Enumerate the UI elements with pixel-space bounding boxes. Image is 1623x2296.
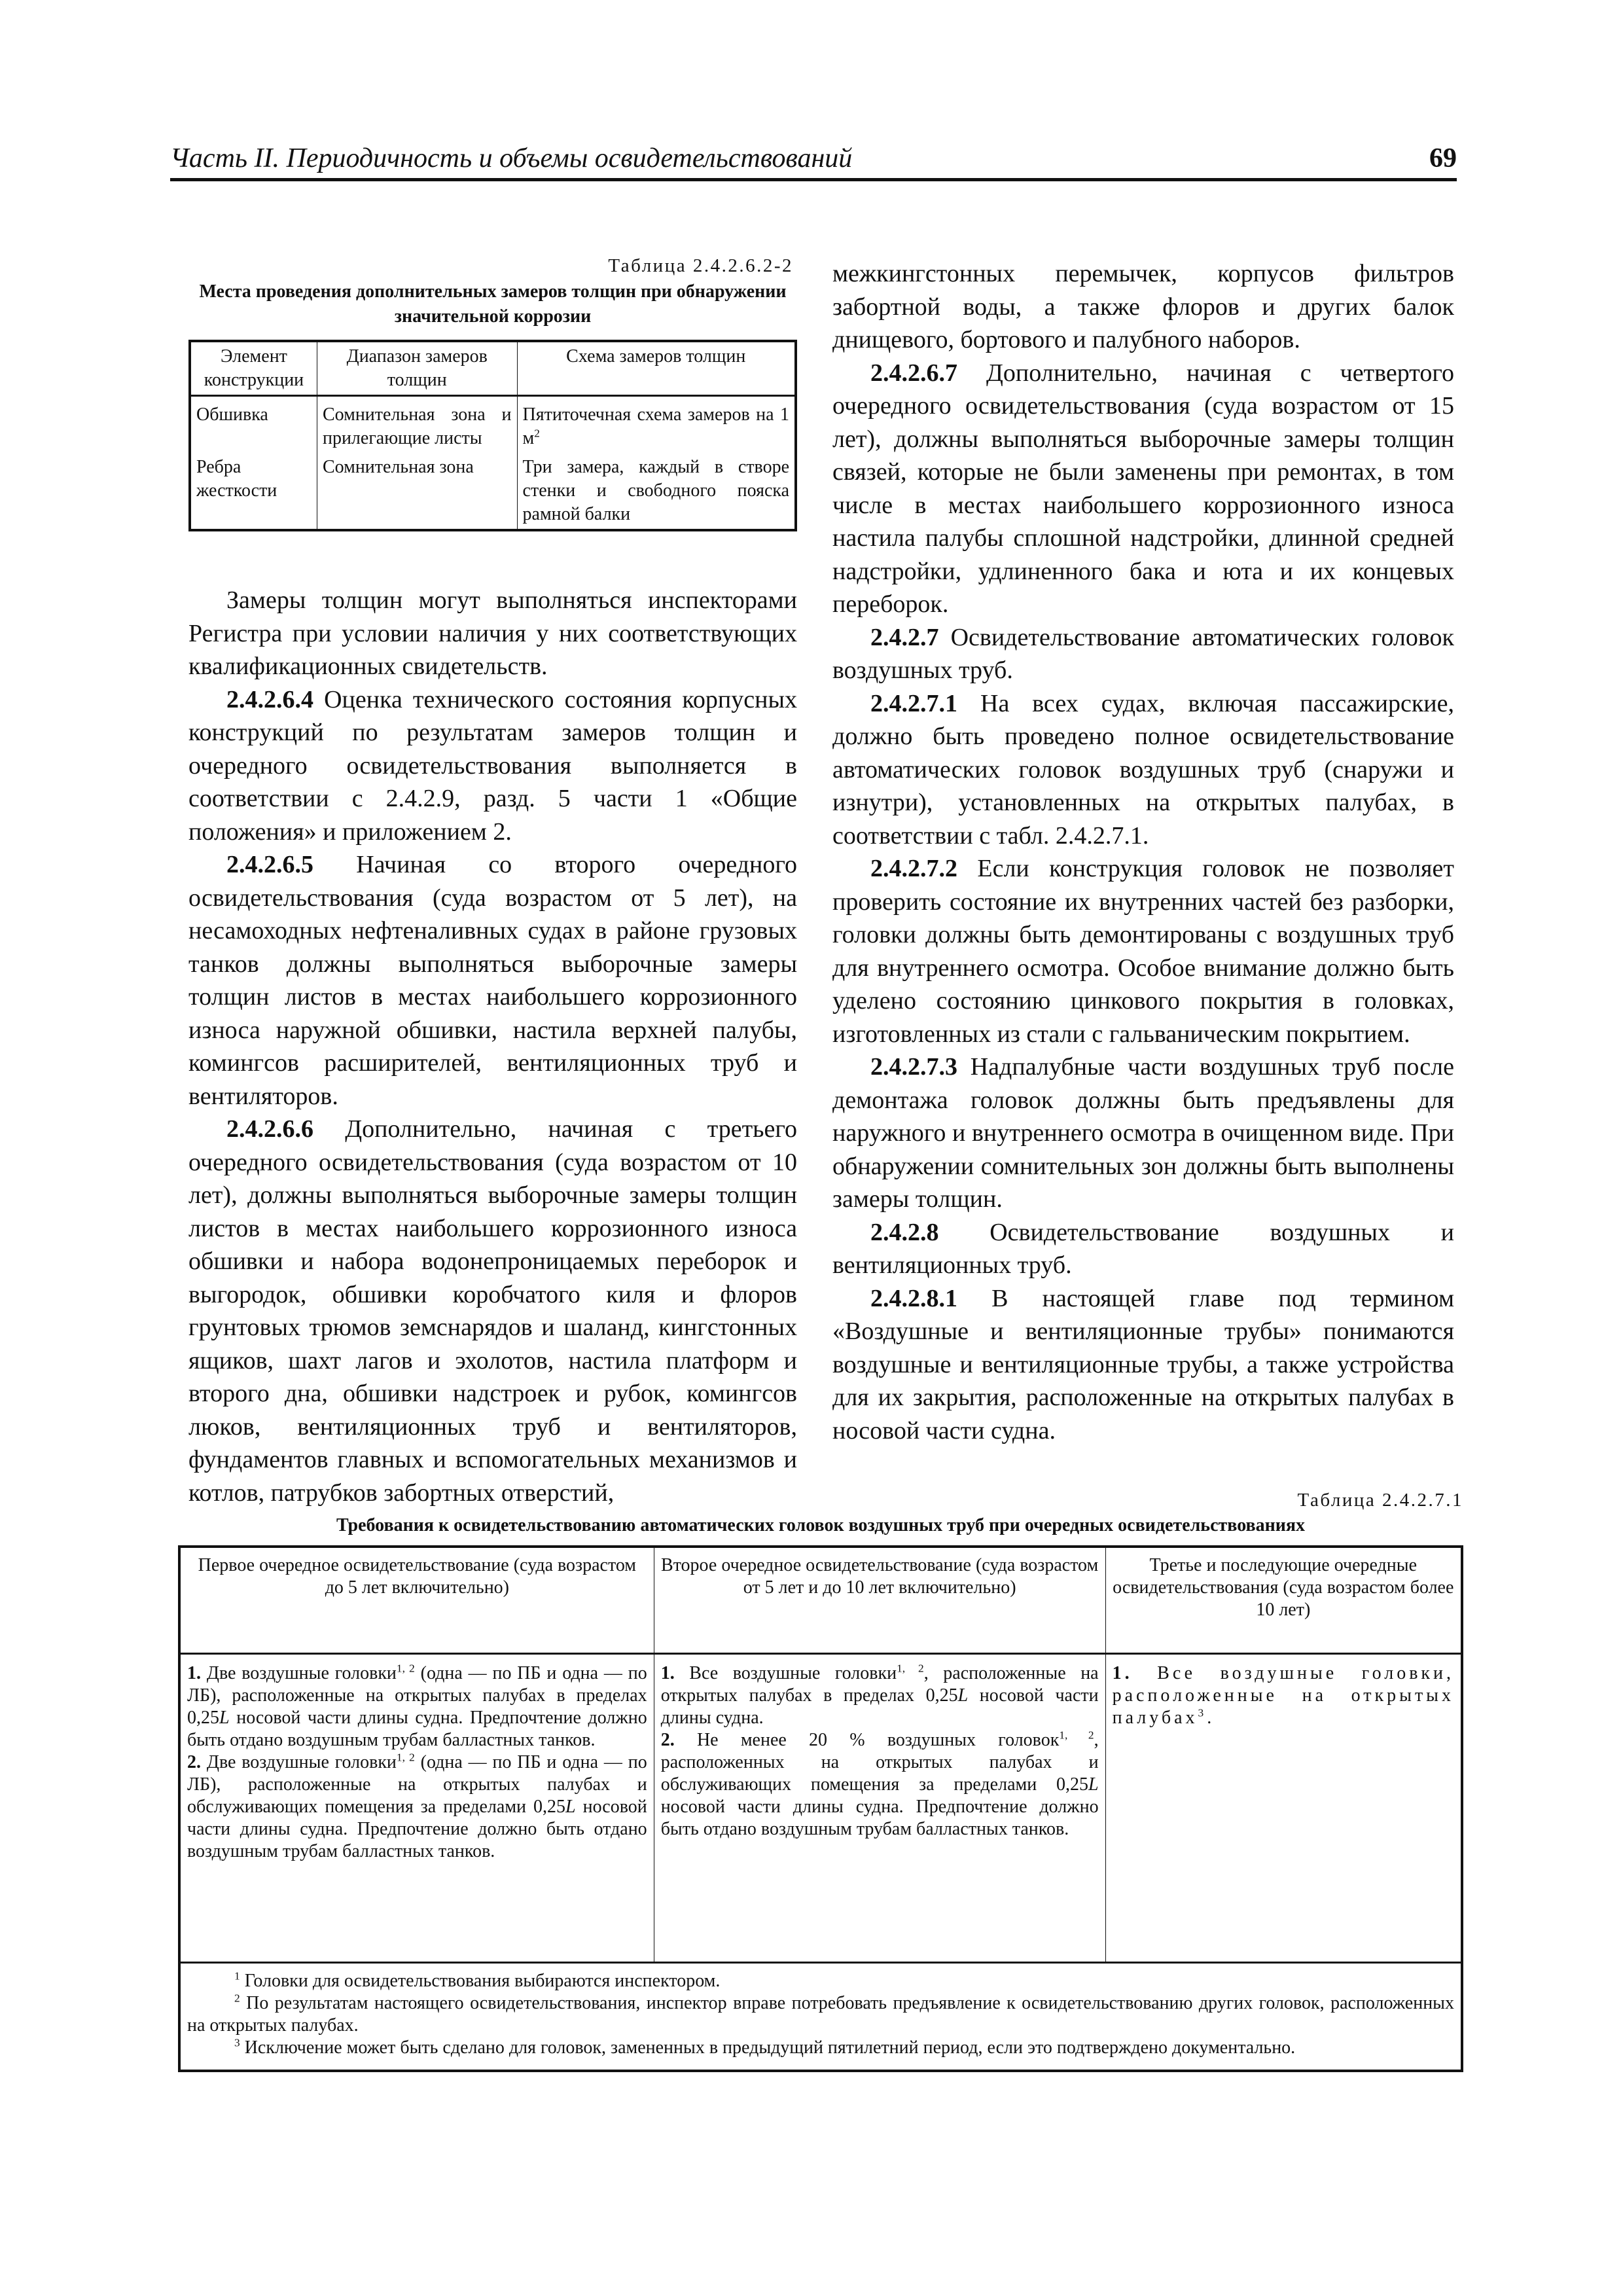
footnote-text: Исключение может быть сделано для головок, замененных в предыдущий пятилетний период, если это подтверждено документально.	[244, 2037, 1296, 2058]
table-cell: Сомнительная зона и прилегающие листы	[317, 396, 517, 454]
paragraph-text: Оценка технического состояния корпусных конструкций по результатам замеров толщин и очередного освидетельствования выполняется в соответствии с 2.4.2.9, разд. 5 части 1 «Общие положения» и приложением 2.	[188, 685, 797, 846]
item-text: Не менее 20 % воздушных головок	[696, 1730, 1060, 1750]
table-cell: Обшивка	[190, 396, 317, 454]
right-column-text	[832, 257, 1454, 1447]
table-row	[190, 453, 796, 530]
item-text: (одна — по ПБ и одна — по ЛБ), расположенные на открытых палубах в пределах 0,25	[187, 1663, 647, 1728]
table2-notes	[179, 1963, 1462, 2072]
item-text: носовой части длины судна. Предпочтение должно быть отдано воздушным трубам балластных танков.	[660, 1797, 1099, 1839]
table1-header-cell: Элемент конструкции	[190, 341, 317, 396]
item-text: Все воздушные головки, расположенные на открытых палубах	[1112, 1663, 1455, 1728]
table-cell: Три замера, каждый в створе стенки и свободного пояска рамной балки	[517, 453, 796, 530]
superscript: 1, 2	[897, 1662, 924, 1675]
paragraph	[188, 683, 797, 849]
section-number: 2.4.2.7.1	[870, 689, 957, 717]
item-text: , расположенные на открытых палубах в пределах 0,25	[660, 1663, 1099, 1706]
paragraph	[188, 584, 797, 683]
paragraph	[832, 687, 1454, 853]
paragraph-text: На всех судах, включая пассажирские, должно быть проведено полное освидетельствование автоматических головок воздушных труб (снаружи и изнутри), установленных на открытых палубах, в соответствии с табл. 2.4.2.7.1.	[832, 689, 1455, 850]
paragraph	[188, 1113, 797, 1509]
item-text: носовой части длины судна.	[660, 1685, 1099, 1728]
footnote-marker: 2	[234, 1992, 240, 2005]
section-number: 2.4.2.7	[870, 623, 939, 651]
paragraph	[188, 848, 797, 1113]
superscript: 1, 2	[1059, 1729, 1094, 1742]
paragraph-text: В настоящей главе под термином «Воздушные и вентиляционные трубы» понимаются воздушные и вентиляционные трубы, а также устройства для их закрытия, расположенные на открытых палубах в носовой части судна.	[832, 1284, 1455, 1444]
item-text: (одна — по ПБ и одна — по ЛБ), расположенные на открытых палубах и обслуживающих помещения за пределами 0,25	[187, 1752, 647, 1817]
paragraph	[832, 1282, 1454, 1448]
footnote-text: Головки для освидетельствования выбираются инспектором.	[244, 1971, 721, 1991]
list-item	[1113, 1662, 1454, 1729]
item-text: L	[565, 1797, 576, 1817]
footnote-text: По результатам настоящего освидетельствования, инспектор вправе потребовать предъявление к освидетельствованию других головок, расположенных на открытых палубах.	[187, 1993, 1454, 2036]
paragraph	[832, 257, 1454, 357]
section-number: 2.4.2.6.7	[870, 359, 957, 387]
paragraph-text: Если конструкция головок не позволяет проверить состояние их внутренних частей без разборки, головки должны быть демонтированы с воздушных труб для внутреннего осмотра. Особое внимание должно быть уделено состоянию цинкового покрытия в головках, изготовленных из стали с гальваническим покрытием.	[832, 855, 1455, 1048]
item-text: Две воздушные головки	[206, 1663, 397, 1683]
paragraph	[832, 621, 1454, 687]
table1	[188, 340, 797, 531]
footnote-marker: 1	[234, 1969, 240, 1982]
section-number: 2.4.2.8.1	[870, 1284, 957, 1312]
table2-header-cell: Второе очередное освидетельствование (суда возрастом от 5 лет и до 10 лет включительно)	[654, 1547, 1105, 1654]
item-text: L	[957, 1685, 969, 1706]
table1-header-cell: Диапазон замеров толщин	[317, 341, 517, 396]
table-cell	[1105, 1654, 1462, 1963]
table-cell	[517, 396, 796, 454]
table2-caption: Таблица 2.4.2.7.1	[1297, 1490, 1463, 1511]
paragraph	[832, 1216, 1454, 1282]
table1-title: Места проведения дополнительных замеров толщин при обнаружении значительной коррозии	[199, 281, 787, 327]
cell-text: Пятиточечная схема замеров на 1 м	[522, 404, 789, 448]
table1-caption: Таблица 2.4.2.6.2-2	[608, 255, 793, 276]
section-number: 2.4.2.8	[870, 1218, 939, 1246]
table1-block	[188, 255, 797, 531]
footnote-marker: 3	[234, 2036, 240, 2049]
footnote	[187, 2037, 1454, 2059]
superscript: 2	[534, 427, 540, 440]
list-item	[661, 1662, 1099, 1729]
item-text: Все воздушные головки	[689, 1663, 897, 1683]
item-number: 1.	[1112, 1663, 1133, 1683]
page-number: 69	[1429, 143, 1457, 173]
superscript: 1, 2	[396, 1751, 415, 1764]
table-row	[179, 1654, 1462, 1963]
table2-block	[178, 1490, 1463, 2072]
left-column-text	[188, 584, 797, 1509]
item-text: носовой части длины судна. Предпочтение должно быть отдано воздушным трубам балластных танков.	[187, 1708, 647, 1750]
item-text: .	[1207, 1708, 1215, 1728]
paragraph-text: Дополнительно, начиная с третьего очередного освидетельствования (суда возрастом от 10 лет), должны выполняться выборочные замеры толщин листов в местах наибольшего коррозионного износа обшивки и набора водонепроницаемых переборок и выгородок, обшивки коробчатого киля и флоров грунтовых трюмов земснарядов и шаланд, кингстонных ящиков, шахт лагов и эхолотов, настила платформ и второго дна, обшивки надстроек и рубок, комингсов люков, вентиляционных труб и вентиляторов, фундаментов главных и вспомогательных механизмов и котлов, патрубков забортных отверстий,	[188, 1115, 798, 1507]
section-number: 2.4.2.7.2	[870, 855, 957, 882]
table-cell: Сомнительная зона	[317, 453, 517, 530]
paragraph-text: Дополнительно, начиная с четвертого очередного освидетельствования (суда возрастом от 15 лет), должны выполняться выборочные замеры толщин связей, которые не были заменены при ремонтах, в том числе в местах наибольшего коррозионного износа настила палубы сплошной надстройки, длинной средней надстройки, удлиненного бака и юта и их концевых переборок.	[832, 359, 1454, 618]
table2-header-row	[179, 1547, 1462, 1654]
page-header	[170, 145, 1457, 178]
footnote	[187, 1970, 1454, 1992]
superscript: 1, 2	[396, 1662, 415, 1675]
paragraph-text: Замеры толщин могут выполняться инспекторами Регистра при условии наличия у них соответствующих квалификационных свидетельств.	[188, 586, 797, 680]
table-row	[179, 1963, 1462, 2072]
table2-header-cell: Первое очередное освидетельствование (суда возрастом до 5 лет включительно)	[179, 1547, 654, 1654]
item-text: L	[1088, 1774, 1099, 1795]
item-text: L	[219, 1708, 230, 1728]
item-number: 2.	[187, 1752, 201, 1772]
list-item	[187, 1751, 647, 1863]
table1-header-row	[190, 341, 796, 396]
item-number: 1.	[660, 1663, 675, 1683]
table-cell: Ребра жесткости	[190, 453, 317, 530]
item-text: носовой части длины судна. Предпочтение должно быть отдано воздушным трубам балластных танков.	[187, 1797, 647, 1861]
list-item	[187, 1662, 647, 1751]
table2-header-cell: Третье и последующие очередные освидетельствования (суда возрастом более 10 лет)	[1105, 1547, 1462, 1654]
paragraph	[832, 1050, 1454, 1216]
table2-title: Требования к освидетельствованию автоматических головок воздушных труб при очередных освидетельствованиях	[336, 1515, 1306, 1535]
item-text: , расположенных на открытых палубах и обслуживающих помещения за пределами 0,25	[660, 1730, 1099, 1795]
paragraph	[832, 357, 1454, 621]
section-number: 2.4.2.7.3	[870, 1053, 957, 1081]
table2	[178, 1545, 1463, 2072]
footnote	[187, 1992, 1454, 2037]
section-number: 2.4.2.6.6	[226, 1115, 313, 1143]
paragraph-text: Начиная со второго очередного освидетельствования (суда возрастом от 5 лет), на несамоходных нефтеналивных судах в районе грузовых танков должны выполняться выборочные замеры толщин листов в местах наибольшего коррозионного износа наружной обшивки, настила верхней палубы, комингсов расширителей, вентиляционных труб и вентиляторов.	[188, 851, 797, 1110]
item-number: 1.	[187, 1663, 201, 1683]
superscript: 3	[1198, 1706, 1207, 1719]
item-text: Две воздушные головки	[206, 1752, 397, 1772]
paragraph-text: межкингстонных перемычек, корпусов фильтров забортной воды, а также флоров и других балок днищевого, бортового и палубного наборов.	[832, 260, 1454, 353]
table1-header-cell: Схема замеров толщин	[517, 341, 796, 396]
header-rule	[170, 178, 1457, 181]
paragraph-text: Освидетельствование воздушных и вентиляционных труб.	[832, 1218, 1455, 1279]
running-title: Часть II. Периодичность и объемы освидетельствований	[170, 143, 853, 173]
table-cell	[179, 1654, 654, 1963]
list-item	[661, 1729, 1099, 1840]
paragraph-text: Освидетельствование автоматических головок воздушных труб.	[832, 623, 1455, 684]
paragraph-text: Надпалубные части воздушных труб после демонтажа головок должны быть предъявлены для наружного и внутреннего осмотра в очищенном виде. При обнаружении сомнительных зон должны быть выполнены замеры толщин.	[832, 1053, 1455, 1213]
table-row	[190, 396, 796, 454]
paragraph	[832, 852, 1454, 1050]
section-number: 2.4.2.6.4	[226, 685, 313, 713]
section-number: 2.4.2.6.5	[226, 851, 313, 878]
table-cell	[654, 1654, 1105, 1963]
item-number: 2.	[660, 1730, 675, 1750]
